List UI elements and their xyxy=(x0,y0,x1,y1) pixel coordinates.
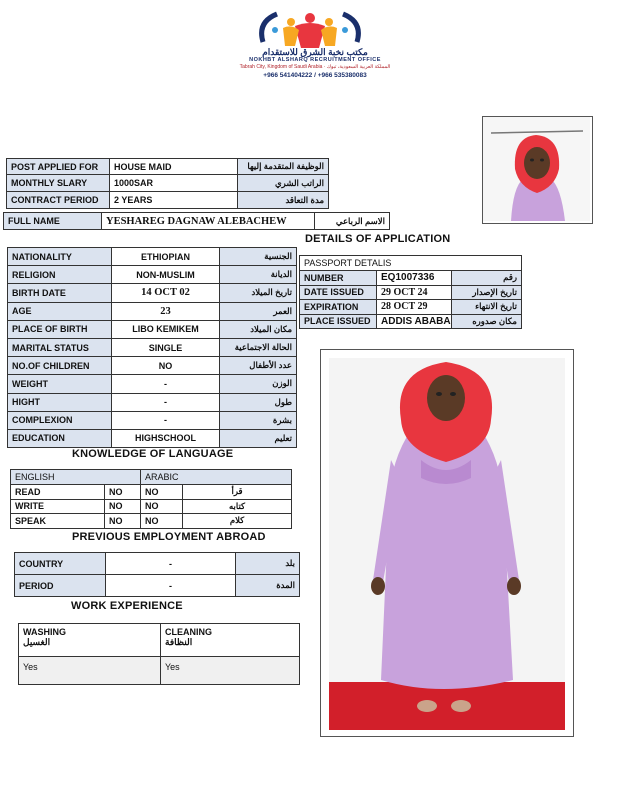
language-skill-arabic: كلام xyxy=(183,514,292,529)
language-table xyxy=(10,469,292,529)
details-label: RELIGION xyxy=(8,266,112,284)
company-name-english: NOKHBT ALSHARQ RECRUITMENT OFFICE xyxy=(249,57,381,63)
company-logo xyxy=(255,8,365,50)
details-label: AGE xyxy=(8,302,112,320)
details-value: - xyxy=(112,411,220,429)
fullname-value: YESHAREG DAGNAW ALEBACHEW xyxy=(102,213,315,230)
details-value: ETHIOPIAN xyxy=(112,248,220,266)
passport-arabic: تاريخ الانتهاء xyxy=(452,300,522,315)
details-label: BIRTH DATE xyxy=(8,284,112,302)
details-arabic: تعليم xyxy=(220,429,297,447)
passport-table xyxy=(299,255,522,329)
details-arabic: بشرة xyxy=(220,411,297,429)
work-washing-en: WASHING xyxy=(23,627,67,637)
details-value: SINGLE xyxy=(112,338,220,356)
details-row xyxy=(8,320,297,338)
details-value: NON-MUSLIM xyxy=(112,266,220,284)
details-value: - xyxy=(112,375,220,393)
language-row xyxy=(11,499,292,514)
details-value: LIBO KEMIKEM xyxy=(112,320,220,338)
post-table xyxy=(6,158,329,209)
details-label: EDUCATION xyxy=(8,429,112,447)
details-title: DETAILS OF APPLICATION xyxy=(305,233,451,245)
details-arabic: الجنسية xyxy=(220,248,297,266)
details-row xyxy=(8,284,297,302)
language-skill-arabic: قرأ xyxy=(183,485,292,500)
details-label: HIGHT xyxy=(8,393,112,411)
details-label: NATIONALITY xyxy=(8,248,112,266)
passport-row xyxy=(300,314,522,329)
contract-label: CONTRACT PERIOD xyxy=(7,192,110,209)
language-english-value: NO xyxy=(105,485,141,500)
previous-label: PERIOD xyxy=(15,575,106,597)
details-row xyxy=(8,248,297,266)
passport-row xyxy=(300,271,522,286)
details-arabic: الديانة xyxy=(220,266,297,284)
details-arabic: مكان الميلاد xyxy=(220,320,297,338)
work-washing-value: Yes xyxy=(19,657,161,685)
work-washing-ar: الغسيل xyxy=(23,637,51,647)
details-arabic: العمر xyxy=(220,302,297,320)
previous-table xyxy=(14,552,300,597)
language-arabic-value: NO xyxy=(141,485,183,500)
small-photo xyxy=(482,116,593,224)
passport-value: 29 OCT 24 xyxy=(377,285,452,300)
language-skill: WRITE xyxy=(11,499,105,514)
details-label: MARITAL STATUS xyxy=(8,338,112,356)
details-row xyxy=(8,393,297,411)
details-row xyxy=(8,357,297,375)
company-name-arabic: مكتب نخبة الشرق للاستقدام xyxy=(262,47,368,57)
work-cleaning-value: Yes xyxy=(161,657,300,685)
details-row xyxy=(8,302,297,320)
language-english-header: ENGLISH xyxy=(11,470,141,485)
previous-label: COUNTRY xyxy=(15,553,106,575)
details-row xyxy=(8,411,297,429)
work-title: WORK EXPERIENCE xyxy=(71,600,183,612)
passport-label: NUMBER xyxy=(300,271,377,286)
language-title: KNOWLEDGE OF LANGUAGE xyxy=(72,448,234,460)
details-arabic: الحالة الاجتماعية xyxy=(220,338,297,356)
details-value: - xyxy=(112,393,220,411)
post-applied-value: HOUSE MAID xyxy=(110,159,238,175)
previous-value: - xyxy=(106,553,236,575)
passport-title: PASSPORT DETALIS xyxy=(300,256,522,271)
passport-value: 28 OCT 29 xyxy=(377,300,452,315)
language-english-value: NO xyxy=(105,514,141,529)
salary-arabic: الراتب الشري xyxy=(238,175,329,192)
language-skill-arabic: كتابه xyxy=(183,499,292,514)
language-english-value: NO xyxy=(105,499,141,514)
previous-arabic: المدة xyxy=(236,575,300,597)
passport-arabic: تاريخ الإصدار xyxy=(452,285,522,300)
work-table xyxy=(18,623,300,685)
previous-title: PREVIOUS EMPLOYMENT ABROAD xyxy=(72,531,266,543)
language-arabic-header: ARABIC xyxy=(141,470,292,485)
company-address: Tabrah City, Kingdom of Saudi Arabia · المملكة العربية السعودية، تبوك xyxy=(239,64,391,70)
contract-value: 2 YEARS xyxy=(110,192,238,209)
passport-arabic: رقم xyxy=(452,271,522,286)
previous-arabic: بلد xyxy=(236,553,300,575)
details-arabic: تاريخ الميلاد xyxy=(220,284,297,302)
details-row xyxy=(8,266,297,284)
post-applied-arabic: الوظيفة المتقدمة إليها xyxy=(238,159,329,175)
language-arabic-value: NO xyxy=(141,514,183,529)
details-label: PLACE OF BIRTH xyxy=(8,320,112,338)
passport-label: DATE ISSUED xyxy=(300,285,377,300)
work-cleaning-en: CLEANING xyxy=(165,627,212,637)
work-cleaning-ar: النظافة xyxy=(165,637,193,647)
language-skill: READ xyxy=(11,485,105,500)
salary-value: 1000SAR xyxy=(110,175,238,192)
passport-arabic: مكان صدوره xyxy=(452,314,522,329)
details-label: COMPLEXION xyxy=(8,411,112,429)
passport-value: ADDIS ABABA xyxy=(377,314,452,329)
details-value: 14 OCT 02 xyxy=(112,284,220,302)
language-row xyxy=(11,485,292,500)
company-phones: +966 541404222 / +966 535380083 xyxy=(263,72,367,79)
salary-label: MONTHLY SLARY xyxy=(7,175,110,192)
passport-row xyxy=(300,285,522,300)
post-applied-label: POST APPLIED FOR xyxy=(7,159,110,175)
details-label: WEIGHT xyxy=(8,375,112,393)
contract-arabic: مدة التعاقد xyxy=(238,192,329,209)
details-arabic: طول xyxy=(220,393,297,411)
details-row xyxy=(8,338,297,356)
details-row xyxy=(8,429,297,447)
previous-row xyxy=(15,575,300,597)
fullname-label: FULL NAME xyxy=(4,213,102,230)
full-body-photo xyxy=(320,349,574,737)
details-value: NO xyxy=(112,357,220,375)
fullname-arabic: الاسم الرباعي xyxy=(315,213,390,230)
passport-label: EXPIRATION xyxy=(300,300,377,315)
details-value: 23 xyxy=(112,302,220,320)
previous-value: - xyxy=(106,575,236,597)
details-row xyxy=(8,375,297,393)
details-label: NO.OF CHILDREN xyxy=(8,357,112,375)
details-value: HIGHSCHOOL xyxy=(112,429,220,447)
passport-value: EQ1007336 xyxy=(377,271,452,286)
details-arabic: الوزن xyxy=(220,375,297,393)
language-arabic-value: NO xyxy=(141,499,183,514)
fullname-table xyxy=(3,212,390,230)
passport-row xyxy=(300,300,522,315)
language-row xyxy=(11,514,292,529)
language-skill: SPEAK xyxy=(11,514,105,529)
previous-row xyxy=(15,553,300,575)
passport-label: PLACE ISSUED xyxy=(300,314,377,329)
details-table xyxy=(7,247,297,448)
details-arabic: عدد الأطفال xyxy=(220,357,297,375)
